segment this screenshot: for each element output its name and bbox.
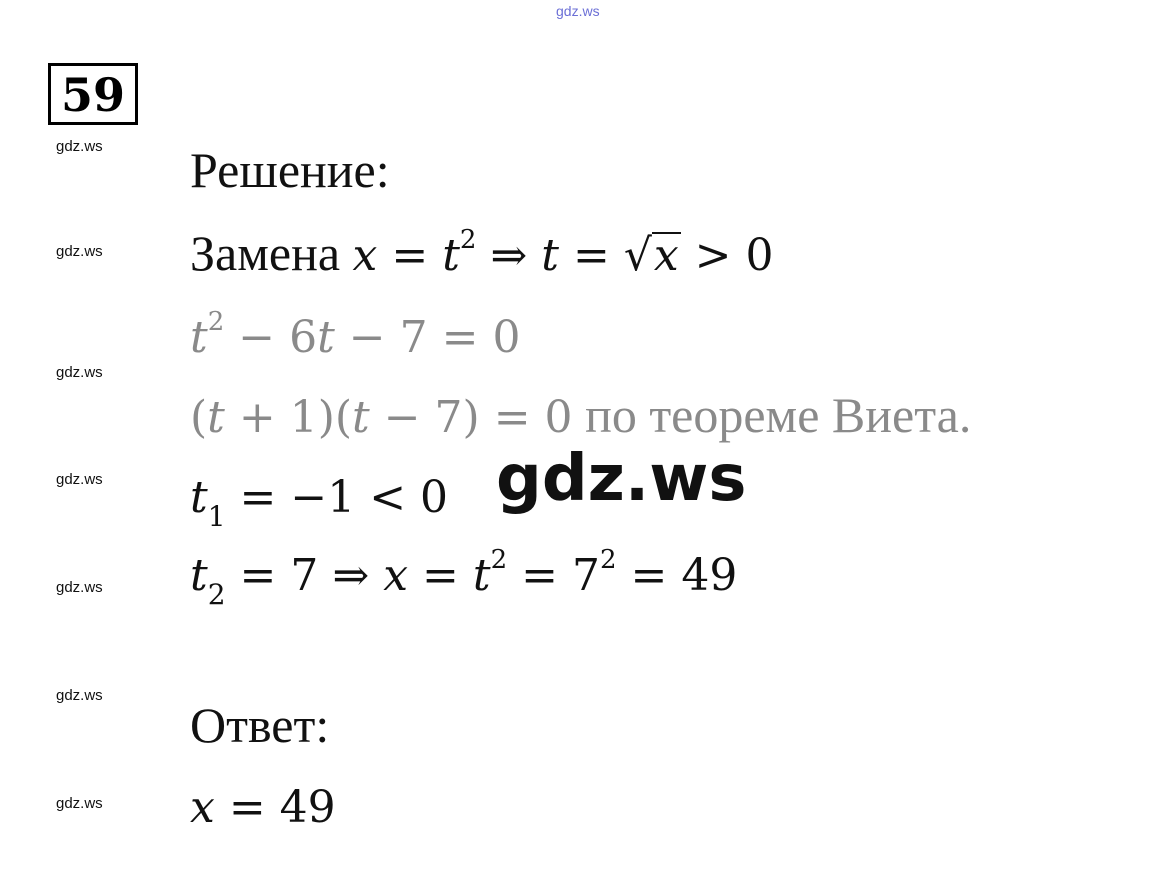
side-watermark: gdz.ws [56, 579, 103, 596]
math-op: − 7) = 0 [369, 392, 573, 443]
math-op: = [408, 550, 473, 601]
math-var: x [352, 230, 378, 281]
root2-line [190, 545, 738, 611]
math-op: = [377, 230, 443, 281]
math-subscript: 1 [207, 500, 226, 533]
watermark-top: gdz.ws [556, 3, 600, 19]
answer-line [190, 780, 336, 833]
solution-heading: Решение: [190, 142, 390, 198]
math-var: t [207, 392, 225, 443]
math-op: = 7 ⇒ [225, 550, 384, 601]
math-exponent: 2 [459, 225, 477, 255]
math-var: x [190, 782, 215, 833]
math-exponent: 2 [599, 545, 617, 575]
answer-heading: Ответ: [190, 697, 330, 753]
side-watermark: gdz.ws [56, 364, 103, 381]
math-exponent: 2 [207, 307, 225, 337]
side-watermark: gdz.ws [56, 138, 103, 155]
math-subscript: 2 [207, 578, 226, 611]
side-watermark: gdz.ws [56, 243, 103, 260]
math-op: ⇒ [476, 230, 542, 281]
math-var: t [541, 230, 559, 281]
math-op: = −1 < 0 [225, 472, 449, 523]
math-op: = 49 [214, 782, 336, 833]
math-exponent: 2 [490, 545, 508, 575]
math-var: t [190, 312, 208, 363]
math-op: = 7 [507, 550, 600, 601]
sqrt-symbol: √x [623, 230, 679, 281]
problem-number: 59 [60, 68, 125, 122]
math-var: x [383, 550, 409, 601]
math-op: = [558, 230, 624, 281]
watermark-center: gdz.ws [496, 442, 747, 516]
math-op: − 7 = 0 [334, 312, 521, 363]
equation-line [190, 307, 521, 363]
math-op: = 49 [616, 550, 738, 601]
math-var: t [352, 392, 370, 443]
math-var: t [190, 472, 208, 523]
math-var: t [472, 550, 491, 601]
math-op: + 1)( [224, 392, 353, 443]
side-watermark: gdz.ws [56, 795, 103, 812]
side-watermark: gdz.ws [56, 471, 103, 488]
math-op: > 0 [680, 230, 774, 281]
math-var: t [317, 312, 335, 363]
vieta-note: по теореме Виета. [572, 387, 972, 443]
math-op: − 6 [224, 312, 318, 363]
math-op: ( [190, 392, 208, 443]
problem-number-box [48, 63, 138, 125]
side-watermark: gdz.ws [56, 687, 103, 704]
sqrt-radicand: x [653, 230, 679, 281]
math-var: t [442, 230, 460, 281]
substitution-word: Замена [190, 225, 353, 281]
math-var: t [190, 550, 208, 601]
root1-line [190, 470, 449, 533]
substitution-line [190, 225, 774, 281]
factored-line [190, 387, 972, 443]
